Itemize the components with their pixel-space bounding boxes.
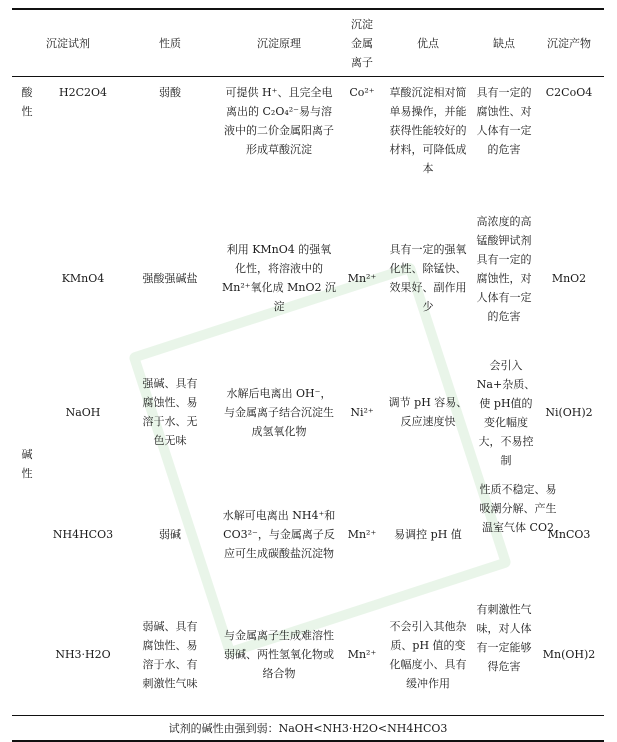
property-cell: 弱碱 <box>159 527 181 541</box>
header-advantage: 优点 <box>382 9 474 77</box>
category-acid: 酸性 <box>21 86 33 118</box>
header-product: 沉淀产物 <box>534 9 604 77</box>
header-principle: 沉淀原理 <box>216 9 342 77</box>
disadvantage-cell: 高浓度的高锰酸钾试剂具有一定的腐蚀性，对人体有一定的危害 <box>476 215 532 323</box>
disadvantage-cell: 会引入 Na+杂质、使 pH值的变化幅度大，不易控制 <box>476 359 536 467</box>
product-cell: Ni(OH)2 <box>545 405 593 419</box>
advantage-cell: 调节 pH 容易、反应速度快 <box>388 396 468 428</box>
disadvantage-cell: 性质不稳定、易吸潮分解、产生温室气体 CO2 <box>479 483 557 534</box>
header-property: 性质 <box>124 9 216 77</box>
header-ion <box>342 9 382 77</box>
property-cell: 弱碱、具有腐蚀性、易溶于水、有刺激性气味 <box>142 619 198 690</box>
advantage-cell: 易调控 pH 值 <box>394 527 462 541</box>
principle-cell: 与金属离子生成难溶性弱碱、两性氢氧化物或络合物 <box>224 629 334 680</box>
ion-cell: Mn²⁺ <box>347 271 377 285</box>
product-cell: C2CoO4 <box>545 86 593 99</box>
header-ion-text: 沉淀金属离子 <box>351 17 373 69</box>
advantage-cell: 草酸沉淀相对简单易操作，并能获得性能较好的材料，可降低成本 <box>389 86 467 175</box>
disadvantage-cell: 有刺激性气味，对人体有一定能够得危害 <box>476 603 532 673</box>
table-row <box>12 206 604 350</box>
header-row <box>12 9 604 77</box>
product-cell: MnO2 <box>551 271 587 285</box>
ion-cell: Mn²⁺ <box>347 648 377 661</box>
property-cell: 弱酸 <box>159 86 181 99</box>
property-cell: 强酸强碱盐 <box>142 271 198 285</box>
header-disadvantage: 缺点 <box>474 9 534 77</box>
table-row <box>12 77 604 207</box>
header-reagent: 沉淀试剂 <box>12 9 124 77</box>
ion-cell: Ni²⁺ <box>350 405 374 419</box>
principle-cell: 可提供 H⁺、且完全电离出的 C₂O₄²⁻易与溶液中的二价金属阳离子形成草酸沉淀 <box>224 86 334 156</box>
ion-cell: Mn²⁺ <box>347 527 377 541</box>
product-cell: Mn(OH)2 <box>542 648 596 661</box>
product-cell: MnCO3 <box>547 527 591 541</box>
table-row <box>12 474 604 594</box>
advantage-cell: 不会引入其他杂质、pH 值的变化幅度小、具有缓冲作用 <box>389 619 467 690</box>
precipitant-table <box>12 8 604 742</box>
reagent-cell: H2C2O4 <box>58 86 108 99</box>
footnote: 试剂的碱性由强到弱：NaOH<NH3·H2O<NH4HCO3 <box>12 716 604 742</box>
ion-cell: Co²⁺ <box>349 86 375 99</box>
category-base: 碱性 <box>21 447 33 480</box>
advantage-cell: 具有一定的强氧化性、除锰快、效果好、副作用少 <box>389 243 467 313</box>
reagent-cell: NaOH <box>65 405 101 419</box>
table-row <box>12 594 604 716</box>
footnote-row <box>12 716 604 742</box>
disadvantage-cell: 具有一定的腐蚀性、对人体有一定的危害 <box>476 86 532 156</box>
table-row <box>12 350 604 474</box>
principle-cell: 水解可电离出 NH4⁺和 CO3²⁻，与金属离子反应可生成碳酸盐沉淀物 <box>222 508 336 560</box>
principle-cell: 利用 KMnO4 的强氧化性，将溶液中的 Mn²⁺氧化成 MnO2 沉淀 <box>222 243 336 313</box>
reagent-cell: NH4HCO3 <box>52 527 114 541</box>
reagent-cell: KMnO4 <box>61 271 105 285</box>
principle-cell: 水解后电离出 OH⁻，与金属离子结合沉淀生成氢氧化物 <box>224 386 334 438</box>
reagent-cell: NH3·H2O <box>55 648 111 661</box>
property-cell: 强碱、具有腐蚀性、易溶于水、无色无味 <box>142 377 198 447</box>
